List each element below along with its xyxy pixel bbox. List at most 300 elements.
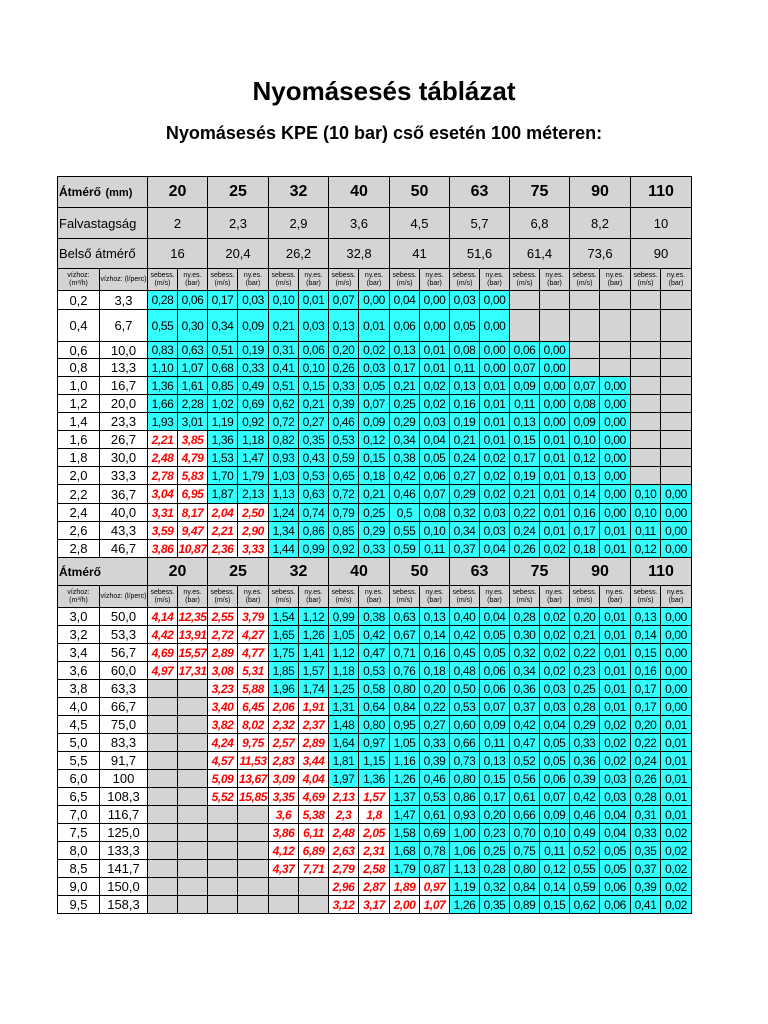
flow-m3h: 9,0 [58, 878, 100, 896]
speed-value: 0,21 [570, 626, 600, 644]
pressure-drop-value: 17,31 [178, 663, 207, 678]
pressure-drop-value: 0,23 [480, 824, 510, 842]
pressure-drop-value: 0,05 [420, 449, 450, 467]
speed-value: 0,84 [510, 878, 540, 896]
flow-lpm: 43,3 [100, 522, 148, 540]
speed-value: 1,48 [329, 716, 359, 734]
speed-value: 1,96 [269, 680, 299, 698]
pressure-drop-value: 0,03 [480, 522, 510, 540]
speed-value [208, 878, 238, 896]
pressure-drop-value: 0,14 [540, 878, 570, 896]
speed-value [631, 359, 661, 377]
speed-value: 0,14 [631, 626, 661, 644]
pressure-drop-value: 3,17 [359, 896, 390, 914]
speed-value [148, 860, 178, 878]
sub-header-flow-lpm: vízhoz: (l/perc) [100, 269, 148, 291]
pressure-drop-value: 0,02 [540, 540, 570, 558]
speed-value: 5,52 [208, 788, 238, 806]
pressure-drop-value: 0,20 [480, 806, 510, 824]
pressure-drop-value: 0,06 [540, 770, 570, 788]
inner-diameter: 26,2 [269, 239, 329, 269]
pressure-drop-value: 1,12 [299, 608, 329, 626]
speed-value: 0,59 [329, 449, 359, 467]
pressure-drop-value: 0,15 [299, 377, 329, 395]
pressure-drop-value: 0,01 [480, 413, 510, 431]
pressure-drop-value: 11,53 [239, 753, 267, 768]
speed-value: 0,26 [510, 540, 540, 558]
sub-header-pressure: ny.es. (bar) [480, 269, 510, 291]
pressure-drop-value: 0,00 [661, 540, 692, 558]
speed-value: 0,32 [510, 644, 540, 662]
speed-value: 0,05 [450, 310, 480, 342]
diameter-header: 32 [269, 177, 329, 208]
flow-m3h: 0,2 [58, 291, 100, 310]
speed-value: 0,13 [570, 467, 600, 485]
pressure-drop-value: 0,02 [480, 485, 510, 504]
speed-value: 0,16 [631, 662, 661, 680]
pressure-drop-value: 0,42 [359, 626, 390, 644]
speed-value: 0,16 [450, 395, 480, 413]
pressure-drop-value: 1,07 [420, 896, 450, 914]
speed-value: 2,48 [329, 824, 359, 842]
speed-value: 1,19 [450, 878, 480, 896]
speed-value: 0,50 [450, 680, 480, 698]
inner-diameter: 32,8 [329, 239, 390, 269]
pressure-drop-value: 0,32 [480, 878, 510, 896]
speed-value: 0,17 [570, 522, 600, 540]
pressure-drop-value: 0,13 [480, 752, 510, 770]
pressure-drop-value: 0,00 [661, 504, 692, 522]
speed-value: 1,13 [450, 860, 480, 878]
speed-value: 0,52 [570, 842, 600, 860]
speed-value: 0,5 [390, 504, 420, 522]
speed-value [148, 716, 178, 734]
atmero-label [58, 177, 148, 208]
sub-header-speed: sebess. (m/s) [329, 269, 359, 291]
flow-lpm: 46,7 [100, 540, 148, 558]
speed-value [148, 752, 178, 770]
speed-value: 0,73 [450, 752, 480, 770]
speed-value: 3,6 [269, 806, 299, 824]
flow-lpm: 30,0 [100, 449, 148, 467]
pressure-drop-value: 0,01 [540, 504, 570, 522]
pressure-drop-value: 1,36 [359, 770, 390, 788]
pressure-drop-value: 0,11 [420, 540, 450, 558]
flow-lpm: 125,0 [100, 824, 148, 842]
speed-value: 1,00 [450, 824, 480, 842]
pressure-drop-value: 6,11 [299, 824, 329, 842]
speed-value: 2,57 [269, 734, 299, 752]
speed-value [148, 842, 178, 860]
speed-value: 0,48 [450, 662, 480, 680]
sub-header-speed: sebess. (m/s) [148, 586, 178, 608]
pressure-drop-value: 4,27 [238, 626, 269, 644]
wall-thickness: 6,8 [510, 208, 570, 239]
speed-value: 0,17 [510, 449, 540, 467]
flow-m3h: 7,0 [58, 806, 100, 824]
speed-value: 0,80 [450, 770, 480, 788]
flow-lpm: 116,7 [100, 806, 148, 824]
speed-value [208, 824, 238, 842]
pressure-drop-value [661, 291, 692, 310]
pressure-drop-value [540, 291, 570, 310]
atmero-label-2: Átmérő [58, 558, 148, 586]
speed-value: 0,95 [390, 716, 420, 734]
speed-value: 0,13 [390, 342, 420, 359]
pressure-drop-value: 0,06 [480, 662, 510, 680]
speed-value: 0,62 [570, 896, 600, 914]
speed-value: 0,08 [570, 395, 600, 413]
pressure-drop-value: 0,25 [359, 504, 390, 522]
speed-value: 0,41 [269, 359, 299, 377]
pressure-drop-value: 0,63 [299, 485, 329, 504]
pressure-drop-value [600, 310, 631, 342]
pressure-drop-value: 0,43 [299, 449, 329, 467]
speed-value: 0,38 [390, 449, 420, 467]
sub-header-speed: sebess. (m/s) [631, 586, 661, 608]
speed-value: 0,20 [570, 608, 600, 626]
speed-value: 1,31 [329, 698, 359, 716]
pressure-drop-value: 0,02 [480, 467, 510, 485]
speed-value: 0,51 [208, 342, 238, 359]
speed-value: 0,51 [269, 377, 299, 395]
pressure-drop-value: 0,02 [600, 752, 631, 770]
pressure-drop-value: 0,05 [540, 752, 570, 770]
inner-diameter: 61,4 [510, 239, 570, 269]
pressure-drop-value: 3,33 [238, 540, 269, 558]
speed-value: 0,53 [329, 431, 359, 449]
sub-header-pressure: ny.es. (bar) [299, 269, 329, 291]
speed-value: 0,72 [329, 485, 359, 504]
pressure-drop-value: 0,01 [600, 540, 631, 558]
speed-value: 0,29 [390, 413, 420, 431]
sub-header-pressure: ny.es. (bar) [420, 586, 450, 608]
flow-m3h: 2,8 [58, 540, 100, 558]
pressure-drop-value: 0,15 [359, 449, 390, 467]
sub-header-pressure: ny.es. (bar) [540, 269, 570, 291]
speed-value: 3,09 [269, 770, 299, 788]
flow-lpm: 158,3 [100, 896, 148, 914]
pressure-drop-value [661, 431, 692, 449]
pressure-drop-value: 0,05 [600, 842, 631, 860]
speed-value: 3,35 [269, 788, 299, 806]
speed-value: 2,89 [208, 644, 238, 662]
pressure-drop-value [178, 860, 208, 878]
pressure-drop-value [661, 395, 692, 413]
speed-value: 0,17 [390, 359, 420, 377]
speed-value: 1,65 [269, 626, 299, 644]
speed-value: 2,83 [269, 752, 299, 770]
speed-value: 1,87 [208, 485, 238, 504]
speed-value: 0,20 [329, 342, 359, 359]
pressure-drop-value: 0,49 [238, 377, 269, 395]
flow-m3h: 4,5 [58, 716, 100, 734]
flow-m3h: 1,2 [58, 395, 100, 413]
belso-label: Belső átmérő [58, 239, 148, 269]
pressure-drop-value: 0,12 [359, 431, 390, 449]
pressure-drop-value: 0,01 [480, 395, 510, 413]
pressure-drop-value: 0,02 [420, 377, 450, 395]
speed-value: 0,17 [631, 698, 661, 716]
pressure-drop-value [178, 716, 208, 734]
pressure-drop-value: 0,00 [600, 395, 631, 413]
pressure-drop-value: 0,33 [359, 540, 390, 558]
speed-value: 0,35 [631, 842, 661, 860]
pressure-drop-value: 0,02 [480, 449, 510, 467]
pressure-drop-value: 0,00 [600, 431, 631, 449]
pressure-drop-value: 0,22 [420, 698, 450, 716]
flow-lpm: 36,7 [100, 485, 148, 504]
speed-value [208, 896, 238, 914]
speed-value: 1,16 [390, 752, 420, 770]
speed-value: 1,89 [390, 878, 420, 896]
wall-thickness: 5,7 [450, 208, 510, 239]
flow-m3h: 0,6 [58, 342, 100, 359]
flow-m3h: 2,2 [58, 485, 100, 504]
flow-lpm: 56,7 [100, 644, 148, 662]
speed-value: 1,12 [329, 644, 359, 662]
flow-lpm: 75,0 [100, 716, 148, 734]
speed-value: 0,22 [631, 734, 661, 752]
diameter-header: 90 [570, 558, 631, 586]
pressure-drop-value: 0,00 [540, 413, 570, 431]
speed-value: 2,21 [148, 431, 178, 449]
pressure-drop-value: 0,00 [600, 504, 631, 522]
pressure-drop-value [299, 878, 329, 896]
pressure-drop-value: 0,02 [661, 842, 692, 860]
pressure-drop-value: 0,07 [480, 698, 510, 716]
pressure-drop-value: 0,02 [661, 824, 692, 842]
speed-value: 0,80 [390, 680, 420, 698]
pressure-drop-value: 0,05 [540, 734, 570, 752]
pressure-drop-value: 0,28 [480, 860, 510, 878]
speed-value: 0,83 [148, 342, 178, 359]
speed-value: 0,62 [269, 395, 299, 413]
diameter-header: 63 [450, 558, 510, 586]
pressure-drop-value: 0,00 [661, 485, 692, 504]
pressure-drop-value: 0,16 [420, 644, 450, 662]
speed-value: 1,36 [208, 431, 238, 449]
speed-value: 0,09 [570, 413, 600, 431]
pressure-drop-value: 2,50 [238, 504, 269, 522]
pressure-drop-value [661, 467, 692, 485]
pressure-drop-value: 0,97 [420, 878, 450, 896]
speed-value: 2,63 [329, 842, 359, 860]
speed-value: 0,92 [329, 540, 359, 558]
pressure-drop-value: 0,35 [480, 896, 510, 914]
pressure-drop-value: 0,00 [480, 310, 510, 342]
speed-value: 1,54 [269, 608, 299, 626]
pressure-drop-value: 0,09 [238, 310, 269, 342]
pressure-drop-value: 0,01 [600, 608, 631, 626]
pressure-drop-value: 0,00 [661, 626, 692, 644]
pressure-drop-value: 7,71 [299, 860, 329, 878]
pressure-drop-value [178, 770, 208, 788]
sub-header-speed: sebess. (m/s) [208, 586, 238, 608]
speed-value: 0,82 [269, 431, 299, 449]
speed-value: 1,05 [390, 734, 420, 752]
sub-header-speed: sebess. (m/s) [148, 269, 178, 291]
pressure-drop-value: 0,04 [420, 431, 450, 449]
pressure-drop-value: 0,00 [600, 485, 631, 504]
speed-value: 2,55 [208, 608, 238, 626]
pressure-drop-value: 0,03 [359, 359, 390, 377]
pressure-drop-value: 0,18 [359, 467, 390, 485]
pressure-drop-value: 0,58 [359, 680, 390, 698]
flow-lpm: 150,0 [100, 878, 148, 896]
pressure-drop-value: 0,30 [178, 310, 208, 342]
diameter-header: 32 [269, 558, 329, 586]
pressure-drop-value: 0,00 [661, 680, 692, 698]
speed-value: 0,42 [390, 467, 420, 485]
pressure-drop-value: 10,87 [178, 541, 207, 556]
pressure-drop-value: 0,01 [359, 310, 390, 342]
diameter-header: 50 [390, 558, 450, 586]
pressure-drop-value: 0,07 [420, 485, 450, 504]
speed-value: 1,64 [329, 734, 359, 752]
flow-lpm: 141,7 [100, 860, 148, 878]
speed-value: 2,06 [269, 698, 299, 716]
pressure-drop-value: 0,64 [359, 698, 390, 716]
pressure-drop-value: 0,87 [420, 860, 450, 878]
speed-value: 0,19 [450, 413, 480, 431]
speed-value: 0,56 [510, 770, 540, 788]
diameter-header: 75 [510, 558, 570, 586]
flow-lpm: 40,0 [100, 504, 148, 522]
pressure-drop-value [661, 359, 692, 377]
pressure-drop-value [238, 806, 269, 824]
sub-header-pressure: ny.es. (bar) [178, 269, 208, 291]
flow-m3h: 1,4 [58, 413, 100, 431]
speed-value: 0,72 [269, 413, 299, 431]
speed-value: 0,29 [570, 716, 600, 734]
pressure-drop-value: 5,31 [238, 662, 269, 680]
pressure-drop-value [661, 310, 692, 342]
pressure-drop-value: 0,00 [540, 359, 570, 377]
sub-header-pressure: ny.es. (bar) [661, 586, 692, 608]
flow-lpm: 16,7 [100, 377, 148, 395]
pressure-drop-value: 1,8 [359, 806, 390, 824]
flow-lpm: 3,3 [100, 291, 148, 310]
speed-value: 3,08 [208, 662, 238, 680]
speed-value: 0,13 [450, 377, 480, 395]
speed-value: 0,21 [390, 377, 420, 395]
flow-m3h: 1,8 [58, 449, 100, 467]
pressure-drop-value: 0,04 [600, 806, 631, 824]
pressure-drop-value: 0,01 [661, 788, 692, 806]
speed-value [631, 413, 661, 431]
speed-value [570, 310, 600, 342]
speed-value: 0,86 [450, 788, 480, 806]
pressure-drop-value: 0,01 [480, 377, 510, 395]
pressure-drop-value: 0,04 [480, 608, 510, 626]
pressure-drop-value: 0,21 [359, 485, 390, 504]
speed-value [148, 878, 178, 896]
speed-value [208, 842, 238, 860]
speed-value: 0,09 [510, 377, 540, 395]
flow-lpm: 66,7 [100, 698, 148, 716]
pressure-drop-value: 0,00 [480, 291, 510, 310]
flow-m3h: 0,4 [58, 310, 100, 342]
speed-value: 1,18 [329, 662, 359, 680]
speed-value: 0,47 [510, 734, 540, 752]
speed-value [570, 342, 600, 359]
pressure-drop-value: 0,86 [299, 522, 329, 540]
speed-value [631, 467, 661, 485]
pressure-drop-value: 0,18 [420, 662, 450, 680]
speed-value: 3,59 [148, 522, 178, 540]
speed-value: 4,42 [148, 626, 178, 644]
speed-value: 0,13 [510, 413, 540, 431]
pressure-drop-value: 0,00 [661, 644, 692, 662]
speed-value: 0,53 [450, 698, 480, 716]
pressure-drop-value: 0,01 [661, 716, 692, 734]
speed-value: 1,58 [390, 824, 420, 842]
speed-value: 0,37 [510, 698, 540, 716]
diameter-header: 20 [148, 558, 208, 586]
sub-header-speed: sebess. (m/s) [269, 586, 299, 608]
pressure-drop-value [299, 896, 329, 914]
pressure-drop-value: 0,06 [480, 680, 510, 698]
flow-m3h: 6,5 [58, 788, 100, 806]
pressure-drop-value: 4,77 [238, 644, 269, 662]
speed-value: 1,03 [269, 467, 299, 485]
atmero-unit: (mm) [105, 187, 133, 199]
speed-value: 0,31 [269, 342, 299, 359]
pressure-drop-value: 0,00 [600, 467, 631, 485]
pressure-drop-value: 0,01 [420, 359, 450, 377]
diameter-header: 40 [329, 558, 390, 586]
speed-value: 0,08 [450, 342, 480, 359]
pressure-drop-value: 0,02 [540, 662, 570, 680]
falvastagsag-label: Falvastagság [58, 208, 148, 239]
speed-value: 0,80 [510, 860, 540, 878]
speed-value: 0,11 [450, 359, 480, 377]
speed-value: 1,85 [269, 662, 299, 680]
speed-value: 0,28 [570, 698, 600, 716]
pressure-drop-value: 2,90 [238, 522, 269, 540]
pressure-drop-value: 0,04 [480, 540, 510, 558]
sub-header-speed: sebess. (m/s) [450, 269, 480, 291]
speed-value: 0,17 [631, 680, 661, 698]
speed-value: 0,66 [510, 806, 540, 824]
pressure-drop-value: 0,01 [420, 342, 450, 359]
speed-value: 0,39 [631, 878, 661, 896]
pressure-drop-value: 6,89 [299, 842, 329, 860]
speed-value: 0,33 [570, 734, 600, 752]
pressure-drop-value [238, 860, 269, 878]
pressure-drop-value: 0,01 [299, 291, 329, 310]
speed-value: 4,37 [269, 860, 299, 878]
diameter-header: 75 [510, 177, 570, 208]
wall-thickness: 3,6 [329, 208, 390, 239]
pressure-drop-value: 0,05 [480, 644, 510, 662]
speed-value: 1,97 [329, 770, 359, 788]
sub-header-pressure: ny.es. (bar) [600, 269, 631, 291]
speed-value [269, 896, 299, 914]
pressure-drop-value: 2,05 [359, 824, 390, 842]
speed-value: 0,07 [570, 377, 600, 395]
speed-value: 0,33 [329, 377, 359, 395]
pressure-drop-value: 0,01 [540, 449, 570, 467]
pressure-drop-value [178, 680, 208, 698]
pressure-drop-value: 0,01 [600, 680, 631, 698]
speed-value: 0,26 [631, 770, 661, 788]
flow-m3h: 1,0 [58, 377, 100, 395]
pressure-drop-value: 0,00 [661, 522, 692, 540]
pressure-drop-value: 0,00 [420, 310, 450, 342]
speed-value: 0,55 [148, 310, 178, 342]
